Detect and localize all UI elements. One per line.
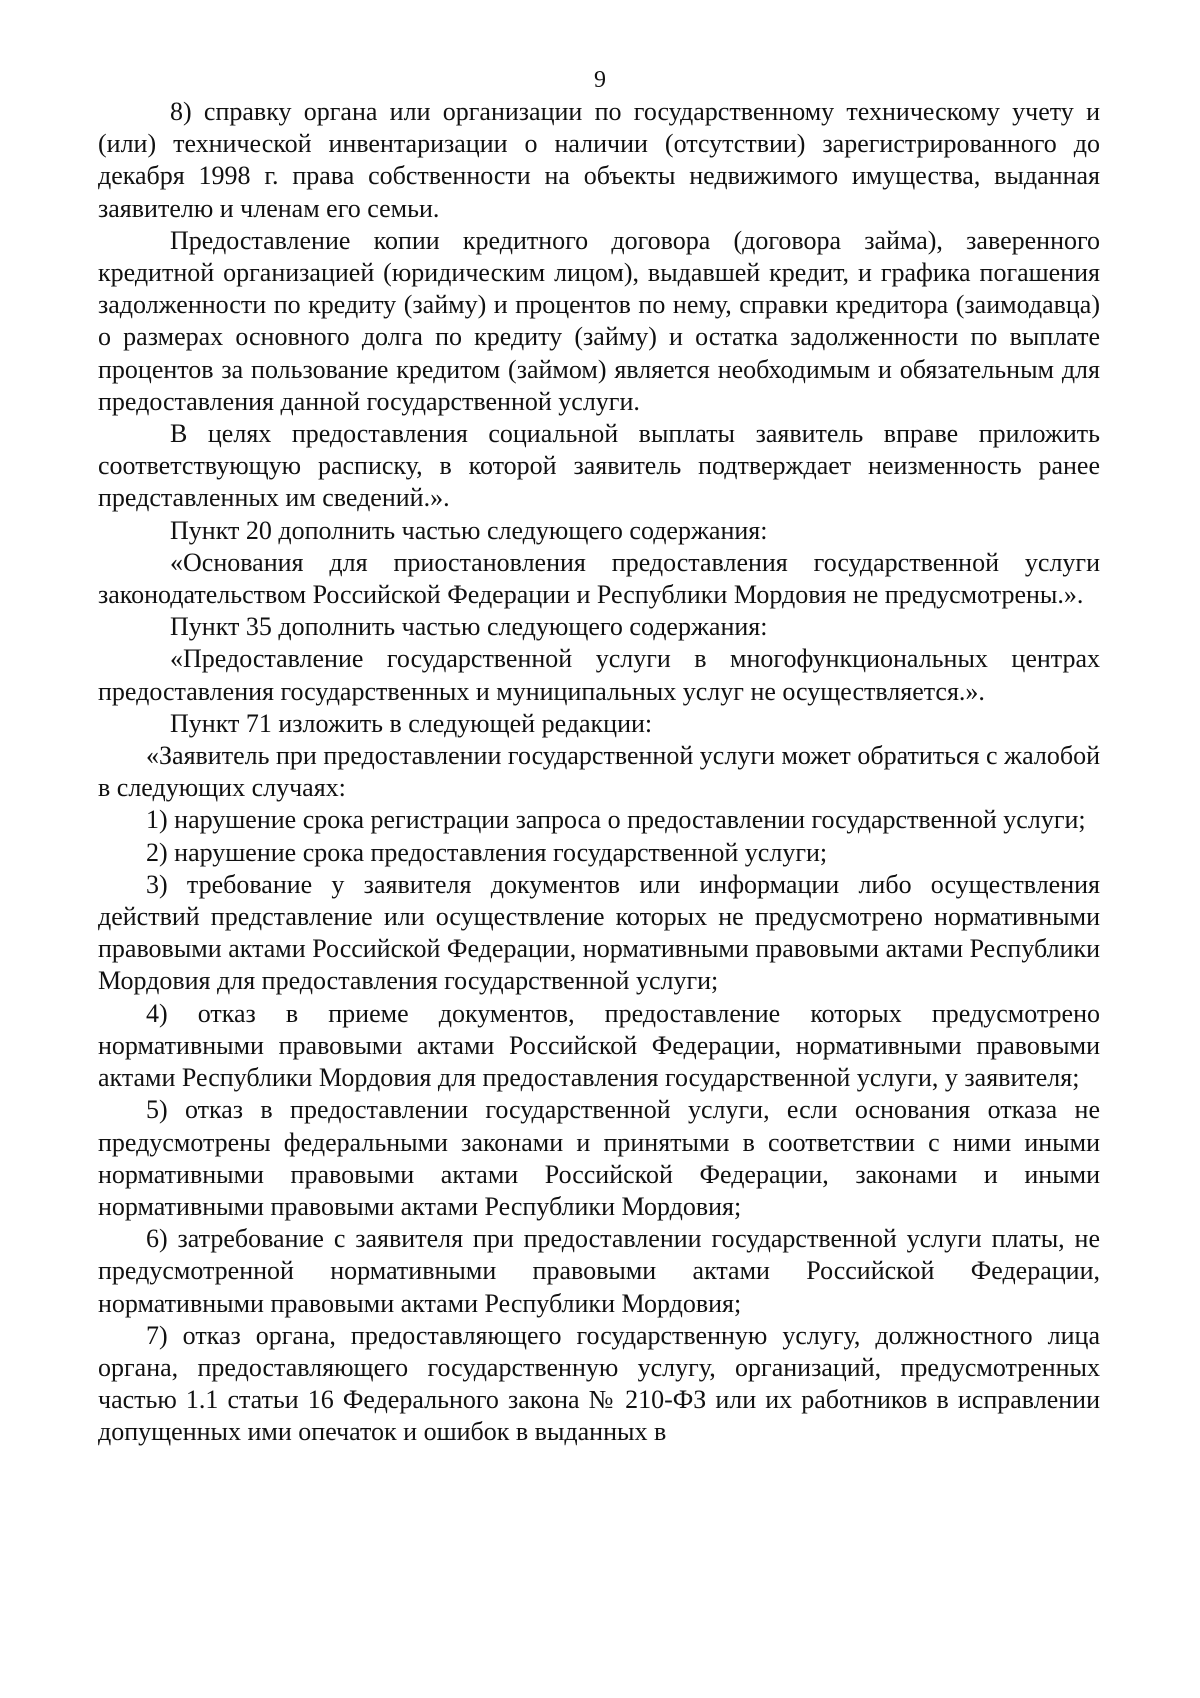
paragraph-receipt: В целях предоставления социальной выплаты заявитель вправе приложить соответствующую расписку, в которой заявитель подтверждает неизменность ранее представленных им сведений.». bbox=[98, 419, 1100, 513]
list-item-1: 1) нарушение срока регистрации запроса о предоставлении государственной услуги; bbox=[146, 805, 1086, 835]
paragraph-credit-documents: Предоставление копии кредитного договора (договора займа), заверенного кредитной организацией (юридическим лицом), выдавшей кредит, и графика погашения задолженности по кредиту (займу) и процентов по нему, справки кредитора (заимодавца) о размерах основного долга по кредиту (займу) и остатка задолженности по выплате процентов за пользование кредитом (займом) является необходимым и обязательным для предоставления данной государственной услуги. bbox=[98, 225, 1100, 416]
paragraph-clause-71-intro: Пункт 71 изложить в следующей редакции: bbox=[170, 708, 653, 738]
list-item-7: 7) отказ органа, предоставляющего государственную услугу, должностного лица органа, предоставляющего государственную услугу, организаций, предусмотренных частью 1.1 статьи 16 Федерального закона № 210-ФЗ или их работников в исправлении допущенных ими опечаток и ошибок в выданных в bbox=[98, 1320, 1100, 1447]
paragraph-clause-20-intro: Пункт 20 дополнить частью следующего содержания: bbox=[170, 515, 768, 545]
paragraph-complaint-intro: «Заявитель при предоставлении государственной услуги может обратиться с жалобой в следующих случаях: bbox=[98, 741, 1100, 803]
paragraph-clause-35-intro: Пункт 35 дополнить частью следующего содержания: bbox=[170, 612, 768, 642]
list-item-4: 4) отказ в приеме документов, предоставление которых предусмотрено нормативными правовыми актами Российской Федерации, нормативными правовыми актами Республики Мордовия для предоставления государственной услуги, у заявителя; bbox=[98, 998, 1100, 1093]
paragraph-clause-35-text: «Предоставление государственной услуги в многофункциональных центрах предоставления государственных и муниципальных услуг не осуществляется.». bbox=[98, 644, 1100, 706]
document-body bbox=[98, 96, 1100, 1449]
list-item-6: 6) затребование с заявителя при предоставлении государственной услуги платы, не предусмотренной нормативными правовыми актами Российской Федерации, нормативными правовыми актами Республики Мордовия; bbox=[98, 1224, 1100, 1318]
list-item-5: 5) отказ в предоставлении государственной услуги, если основания отказа не предусмотрены федеральными законами и принятыми в соответствии с ними иными нормативными правовыми актами Российской Федерации, законами и иными нормативными правовыми актами Республики Мордовия; bbox=[98, 1095, 1100, 1221]
list-item-3: 3) требование у заявителя документов или информации либо осуществления действий представление или осуществление которых не предусмотрено нормативными правовыми актами Российской Федерации, нормативными правовыми актами Республики Мордовия для предоставления государственной услуги; bbox=[98, 869, 1100, 996]
list-item-2: 2) нарушение срока предоставления государственной услуги; bbox=[146, 837, 828, 867]
page-number: 9 bbox=[594, 67, 606, 93]
paragraph-clause-20-text: «Основания для приостановления предоставления государственной услуги законодательством Российской Федерации и Республики Мордовия не предусмотрены.». bbox=[98, 547, 1100, 610]
paragraph-item-8: 8) справку органа или организации по государственному техническому учету и (или) технической инвентаризации о наличии (отсутствии) зарегистрированного до декабря 1998 г. права собственности на объекты недвижимого имущества, выданная заявителю и членам его семьи. bbox=[98, 97, 1100, 223]
